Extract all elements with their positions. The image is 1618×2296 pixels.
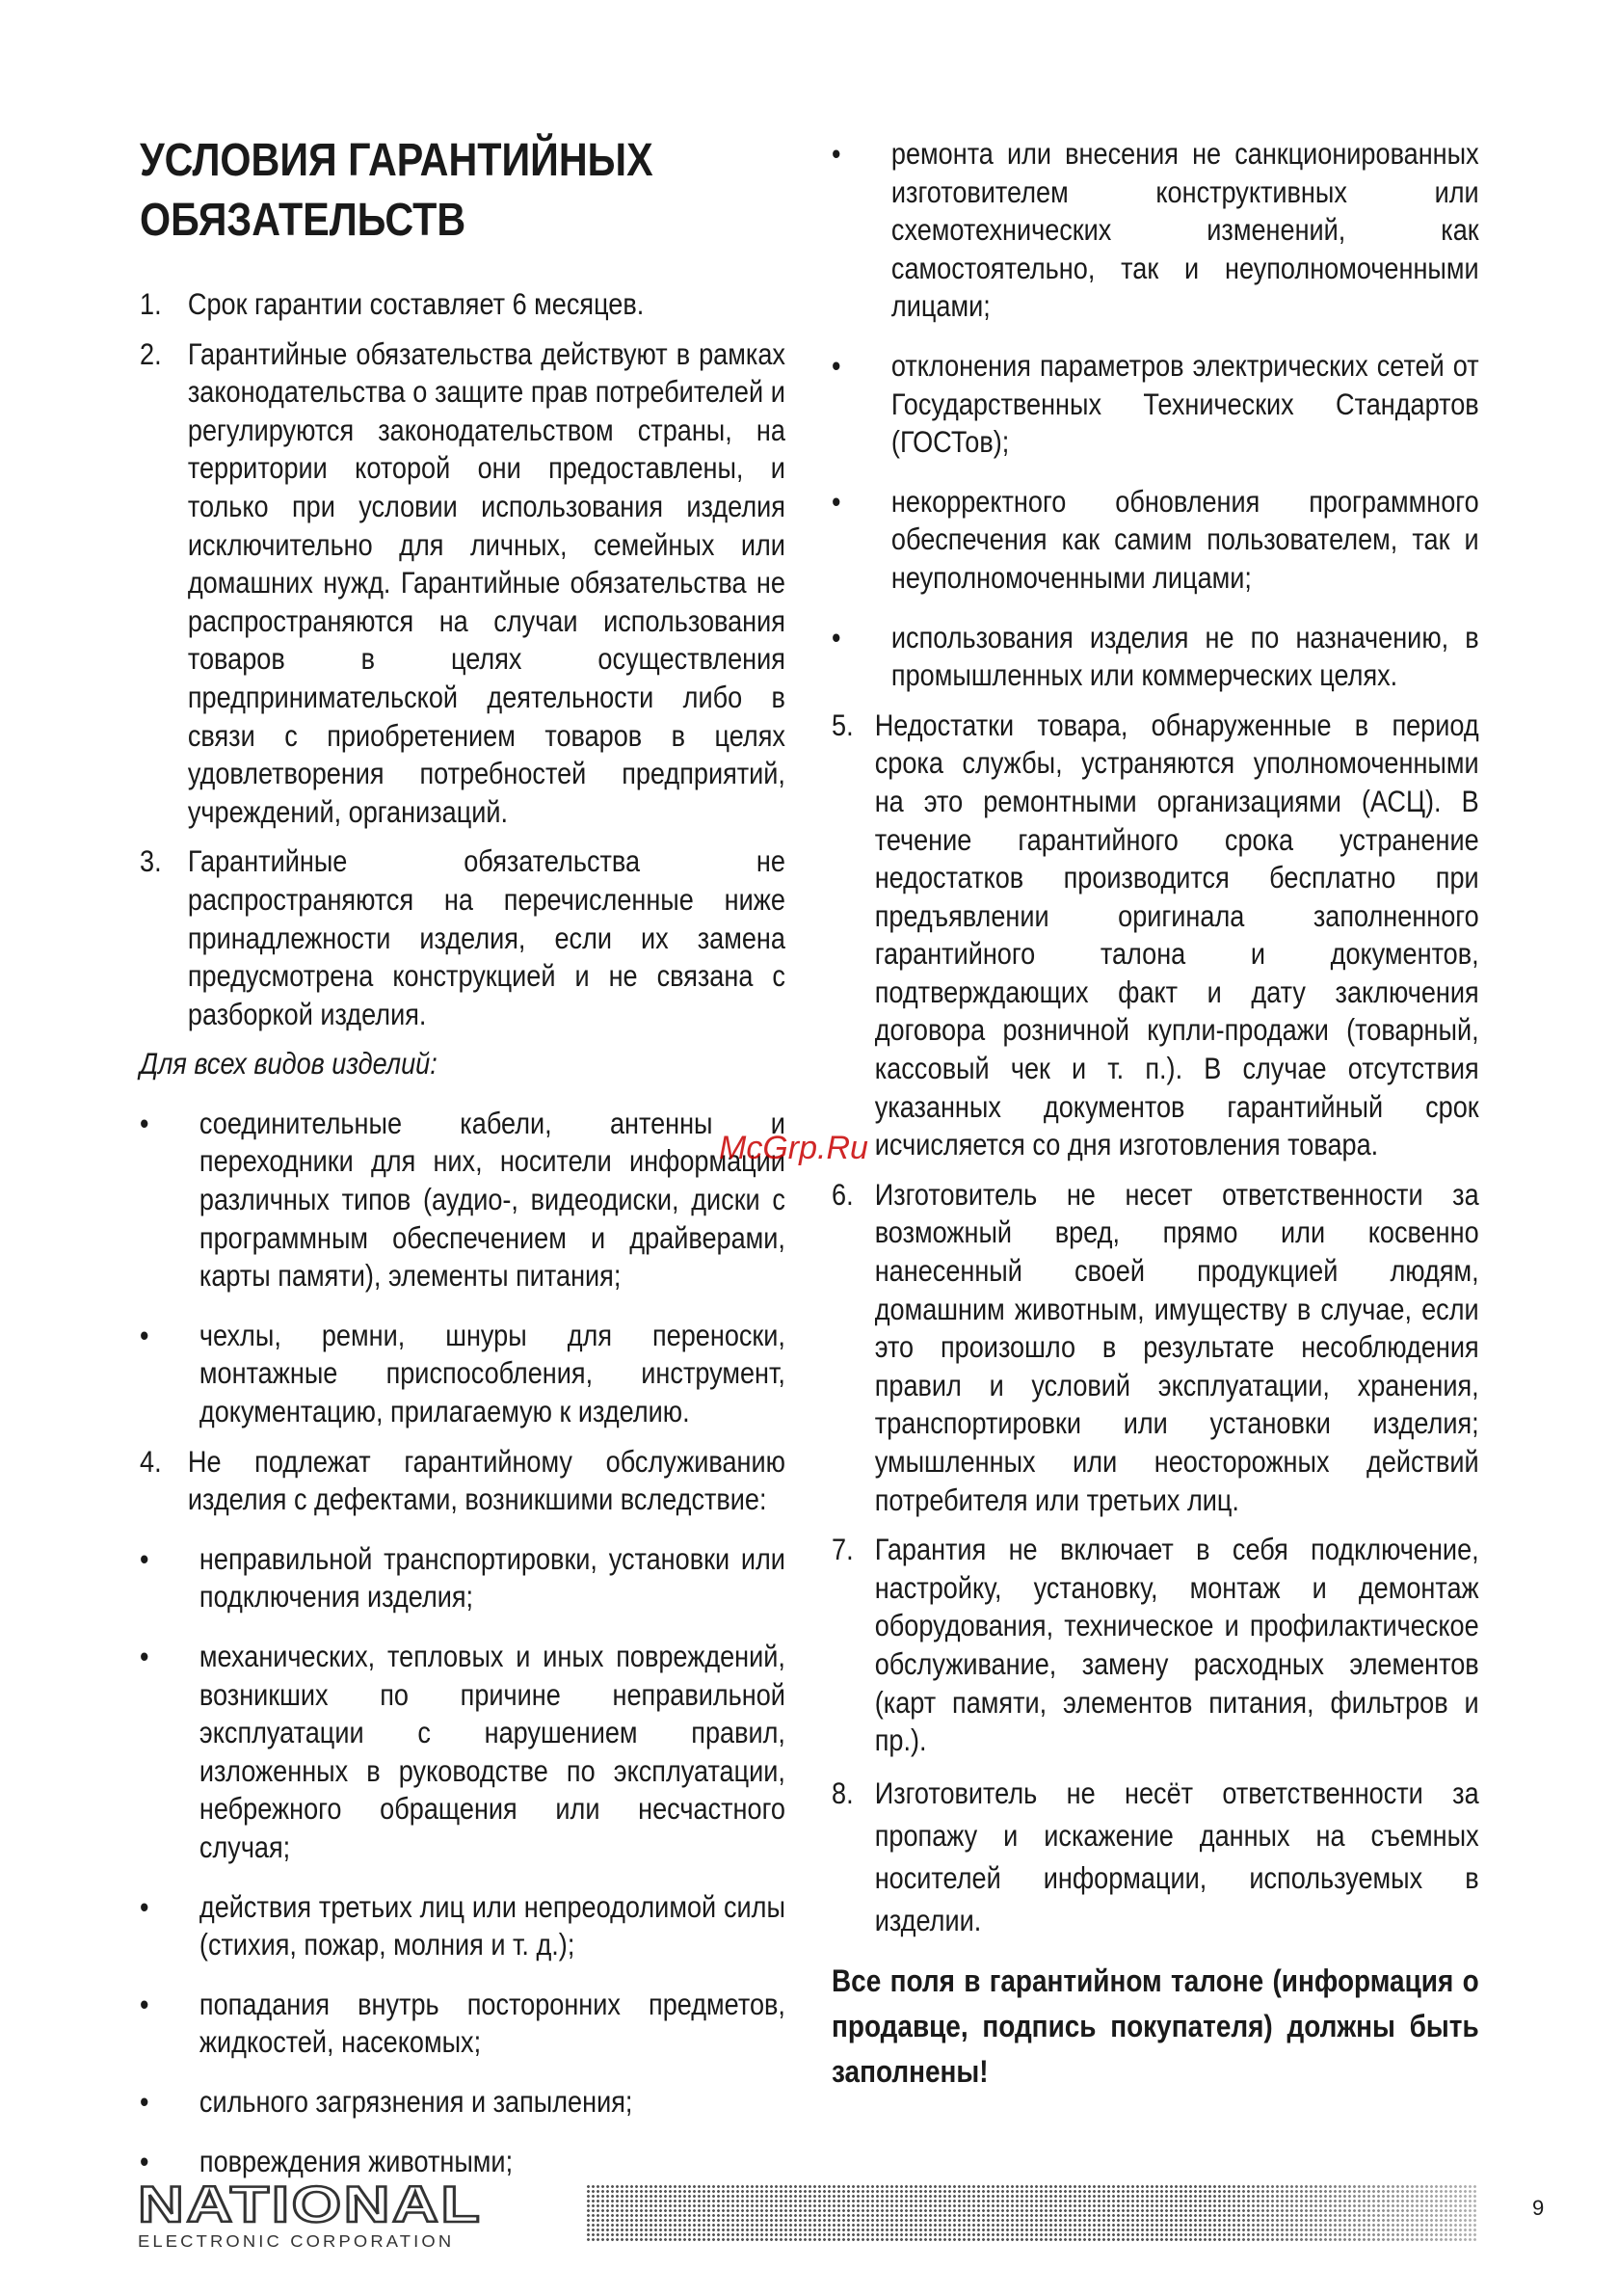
item-text: Изготовитель не несет ответственности за возможный вред, прямо или косвенно нанесенный своей продукцией людям, домашним животным, имуществу в случае, если это произошло в результате несоблюдения правил и условий эксплуатации, хранения, транспортировки или установки изделия; умышленных или неосторожных действий потребителя или третьих лиц. bbox=[874, 1176, 1479, 1517]
item-number: 8. bbox=[832, 1775, 854, 1810]
item-text: Недостатки товара, обнаруженные в период срока службы, устраняются уполномоченными на это ремонтными организациями (АСЦ). В течение гарантийного срока устранение недостатков производится бесплатно при предъявлении оригинала заполненного гарантийного талона и документов, подтверждающих факт и дату заключения договора розничной купли-продажи (товарный, кассовый чек и т. п.). В случае отсутствия указанных документов гарантийный срок исчисляется со дня изготовления товара. bbox=[874, 707, 1479, 1162]
bullet-icon: • bbox=[832, 136, 841, 171]
bullet-text: некорректного обновления программного обеспечения как самим пользователем, так и неуполномоченными лицами; bbox=[890, 483, 1479, 595]
bullet-text: чехлы, ремни, шнуры для переноски, монтажные приспособления, инструмент, документацию, прилагаемую к изделию. bbox=[199, 1317, 785, 1429]
brand-logo bbox=[138, 2176, 483, 2252]
brand-name: NATIONAL bbox=[138, 2176, 483, 2233]
bullet-icon: • bbox=[140, 1888, 149, 1924]
bullet-text: сильного загрязнения и запыления; bbox=[199, 2083, 633, 2119]
bullet-icon: • bbox=[832, 347, 841, 383]
list-item bbox=[140, 335, 785, 832]
watermark: McGrp.Ru bbox=[719, 1130, 868, 1166]
list-item bbox=[140, 1443, 785, 1519]
bullet-icon: • bbox=[140, 1986, 149, 2021]
item-number: 2. bbox=[140, 335, 162, 371]
bullet-icon: • bbox=[140, 2143, 149, 2178]
bullet-text: повреждения животными; bbox=[199, 2143, 514, 2178]
item-number: 1. bbox=[140, 286, 162, 321]
left-column bbox=[140, 131, 785, 2202]
bullet-text: соединительные кабели, антенны и переходники для них, носители информации различных типов (аудио-, видеодиски, диски с программным обеспечением и драйверами, карты памяти), элементы питания; bbox=[199, 1105, 785, 1294]
list-item bbox=[832, 1772, 1479, 1941]
item-number: 3. bbox=[140, 843, 162, 879]
bullet-text: отклонения параметров электрических сетей от Государственных Технических Стандартов (ГОСТов); bbox=[890, 347, 1479, 460]
bullet-item bbox=[140, 1317, 785, 1431]
bullet-icon: • bbox=[832, 619, 841, 654]
bullet-text: ремонта или внесения не санкционированных изготовителем конструктивных или схемотехнических изменений, как самостоятельно, так и неуполномоченными лицами; bbox=[890, 136, 1479, 324]
bullet-icon: • bbox=[140, 1105, 149, 1140]
bullet-text: механических, тепловых и иных повреждений, возникших по причине неправильной эксплуатации с нарушением правил, изложенных в руководстве по эксплуатации, небрежного обращения или несчастного случая; bbox=[199, 1639, 785, 1864]
item-number: 5. bbox=[832, 707, 854, 742]
item-number: 4. bbox=[140, 1443, 162, 1479]
item-text: Не подлежат гарантийному обслуживанию изделия с дефектами, возникшими вследствие: bbox=[187, 1443, 785, 1517]
bullet-item bbox=[140, 1105, 785, 1295]
list-item bbox=[832, 1176, 1479, 1519]
bullet-text: использования изделия не по назначению, в промышленных или коммерческих целях. bbox=[890, 619, 1479, 693]
bullet-text: действия третьих лиц или непреодолимой силы (стихия, пожар, молния и т. д.); bbox=[199, 1888, 785, 1962]
right-column bbox=[832, 135, 1479, 2095]
brand-subtitle: ELECTRONIC CORPORATION bbox=[138, 2231, 455, 2251]
bullet-item bbox=[140, 1638, 785, 1867]
bullet-item bbox=[140, 1888, 785, 1964]
item-text: Гарантийные обязательства не распространяются на перечисленные ниже принадлежности изделия, если их замена предусмотрена конструкцией и не связана с разборкой изделия. bbox=[187, 843, 785, 1031]
item-text: Гарантийные обязательства действуют в рамках законодательства о защите прав потребителей и регулируются законодательством страны, на территории которой они предоставлены, и только при условии использования изделия исключительно для личных, семейных или домашних нужд. Гарантийные обязательства не распространяются на случаи использования товаров в целях осуществления предпринимательской деятельности либо в связи с приобретением товаров в целях удовлетворения потребностей предприятий, учреждений, организаций. bbox=[187, 335, 785, 829]
bullet-icon: • bbox=[140, 2083, 149, 2119]
bullet-item bbox=[140, 1540, 785, 1616]
item-text: Срок гарантии составляет 6 месяцев. bbox=[187, 286, 645, 321]
bullet-icon: • bbox=[140, 1540, 149, 1576]
subheading: Для всех видов изделий: bbox=[140, 1046, 438, 1081]
bullet-item bbox=[832, 135, 1479, 326]
bullet-text: неправильной транспортировки, установки или подключения изделия; bbox=[199, 1540, 785, 1615]
bullet-icon: • bbox=[832, 483, 841, 519]
item-text: Гарантия не включает в себя подключение, настройку, установку, монтаж и демонтаж оборудования, техническое и профилактическое обслуживание, замену расходных элементов (карт памяти, элементов питания, фильтров и пр.). bbox=[874, 1532, 1479, 1758]
bullet-item bbox=[832, 619, 1479, 695]
page-number: 9 bbox=[1532, 2196, 1545, 2220]
page-footer bbox=[0, 2169, 1618, 2251]
bullet-icon: • bbox=[140, 1317, 149, 1352]
bullet-item bbox=[832, 347, 1479, 462]
list-item bbox=[140, 842, 785, 1033]
list-item bbox=[832, 1531, 1479, 1760]
item-text: Изготовитель не несёт ответственности за пропажу и искажение данных на съемных носителей информации, используемых в изделии. bbox=[874, 1775, 1479, 1937]
dot-pattern-decoration bbox=[586, 2184, 1476, 2242]
list-item bbox=[140, 285, 785, 324]
bullet-item bbox=[140, 1986, 785, 2062]
warning-note: Все поля в гарантийном талоне (информация о продавце, подпись покупателя) должны быть заполнены! bbox=[832, 1962, 1479, 2089]
item-number: 7. bbox=[832, 1532, 854, 1567]
page-title: УСЛОВИЯ ГАРАНТИЙНЫХ ОБЯЗАТЕЛЬСТВ bbox=[140, 135, 653, 246]
bullet-text: попадания внутрь посторонних предметов, жидкостей, насекомых; bbox=[199, 1986, 785, 2060]
bullet-icon: • bbox=[140, 1639, 149, 1673]
item-number: 6. bbox=[832, 1176, 854, 1212]
list-item bbox=[832, 707, 1479, 1164]
bullet-item bbox=[140, 2083, 785, 2122]
bullet-item bbox=[832, 483, 1479, 598]
